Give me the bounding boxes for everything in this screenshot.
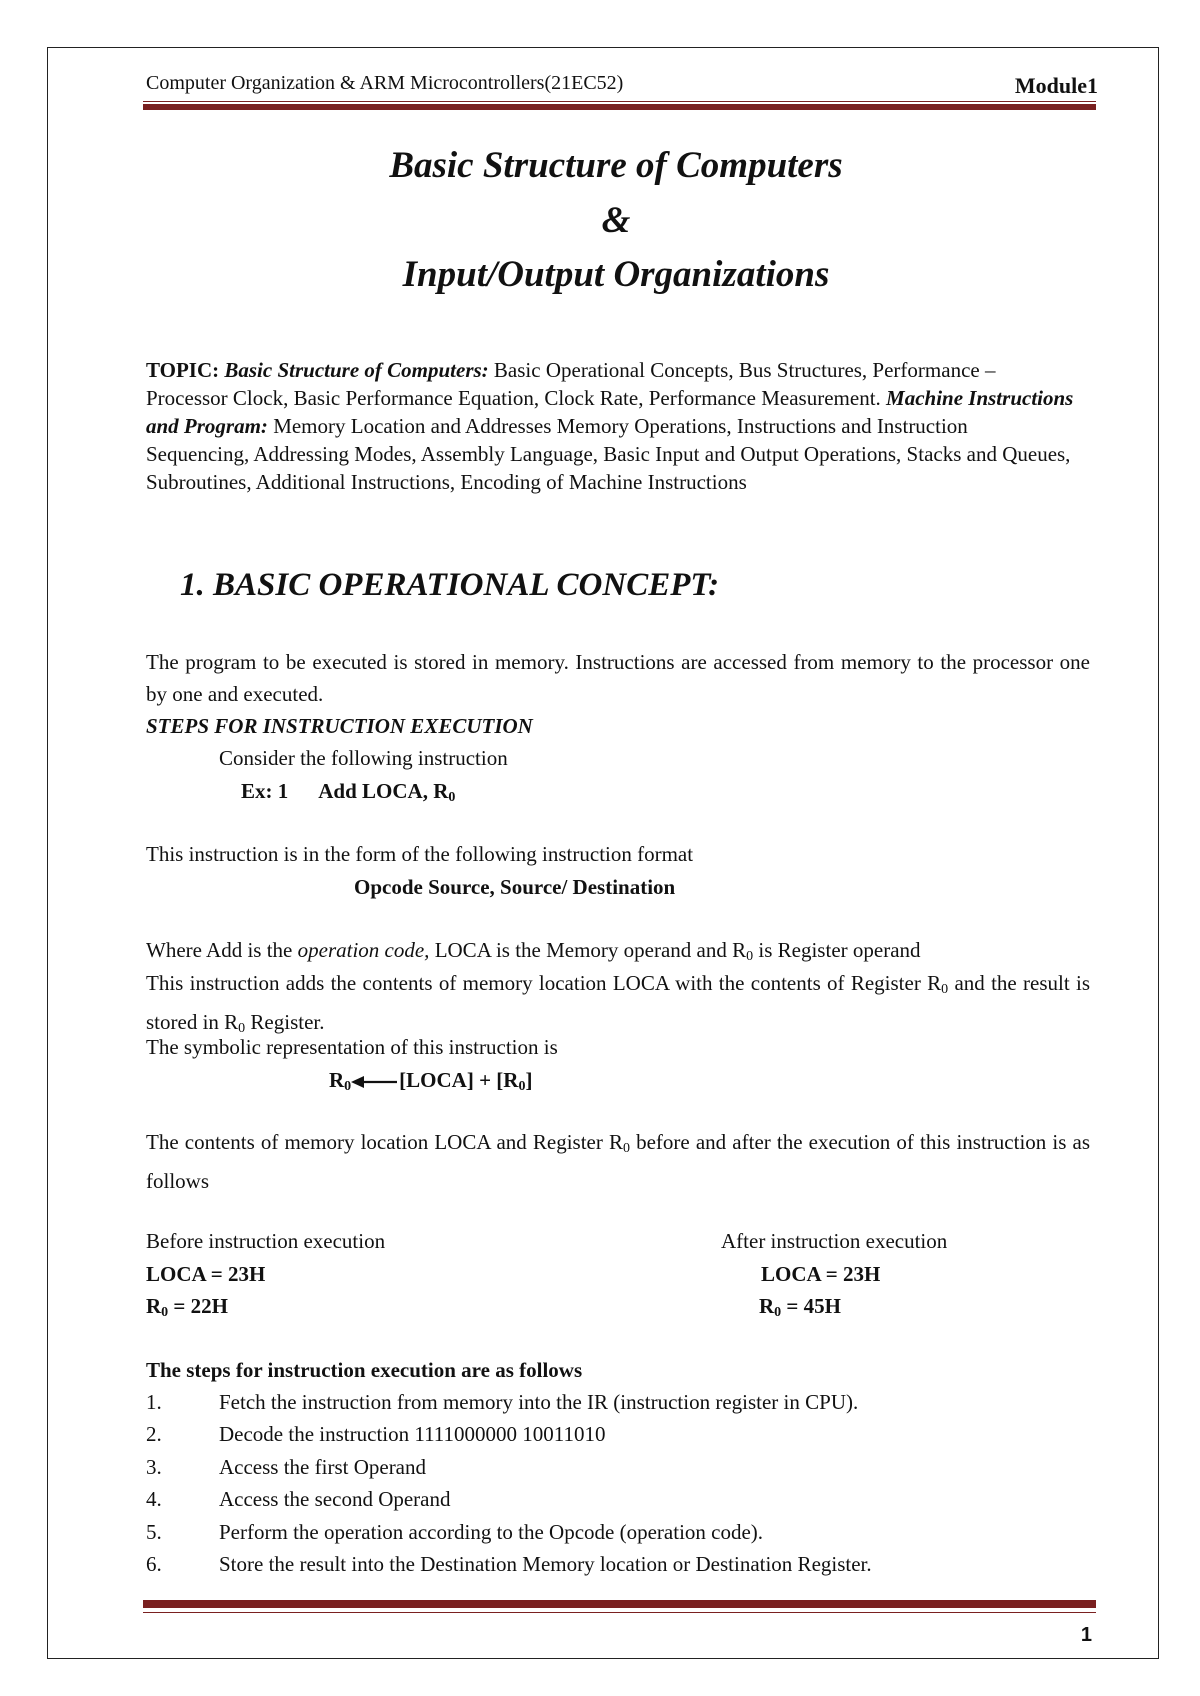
- before-r0-letter: R: [146, 1294, 162, 1318]
- contents-text-a: The contents of memory location LOCA and Register R: [146, 1130, 623, 1154]
- page-number: 1: [1080, 1624, 1092, 1646]
- header-rule-thick: [143, 104, 1096, 110]
- symbolic-close: ]: [525, 1068, 533, 1092]
- step-number: 4.: [146, 1487, 162, 1512]
- before-r0-subscript: 0: [161, 1305, 169, 1320]
- where-subscript: 0: [746, 949, 754, 964]
- adds-subscript-2: 0: [238, 1021, 246, 1036]
- section-heading: 1. BASIC OPERATIONAL CONCEPT:: [180, 567, 720, 603]
- where-text-a: Where Add is the: [146, 938, 298, 962]
- contents-text-b: before and after the execution of this instruction is as follows: [146, 1130, 1091, 1193]
- step-number: 5.: [146, 1519, 162, 1544]
- format-intro: This instruction is in the form of the following instruction format: [146, 842, 694, 866]
- symbolic-representation: [329, 1066, 532, 1101]
- after-loca: LOCA = 23H: [761, 1262, 881, 1286]
- topic-label: TOPIC:: [146, 358, 220, 382]
- after-label: After instruction execution: [721, 1229, 948, 1253]
- header-rule-thin: [143, 101, 1096, 102]
- example-line: [241, 777, 455, 812]
- adds-text-b: and the result is stored in R: [146, 971, 1090, 1034]
- header-course: Computer Organization & ARM Microcontrollers(21EC52): [146, 72, 624, 94]
- adds-text-c: Register.: [245, 1010, 325, 1034]
- after-r0-value: = 45H: [781, 1294, 841, 1318]
- adds-text-a: This instruction adds the contents of memory location LOCA with the contents of Register R: [146, 971, 942, 995]
- header-module: Module1: [1014, 73, 1098, 98]
- after-r0-letter: R: [759, 1294, 775, 1318]
- steps-title: The steps for instruction execution are as follows: [146, 1358, 583, 1382]
- topic-part2-heading: Machine Instructions and Program:: [146, 386, 1074, 438]
- contents-subscript: 0: [623, 1141, 630, 1156]
- title-line-1: Basic Structure of Computers: [389, 145, 843, 186]
- step-text: Fetch the instruction from memory into the IR (instruction register in CPU).: [219, 1390, 859, 1414]
- step-number: 3.: [146, 1454, 162, 1479]
- after-r0-subscript: 0: [774, 1305, 782, 1320]
- example-subscript: 0: [448, 790, 456, 805]
- example-instruction: Add LOCA, R: [318, 779, 449, 803]
- before-label: Before instruction execution: [146, 1229, 386, 1253]
- symbolic-rhs: [LOCA] + [R: [399, 1068, 519, 1092]
- topic-part2-text: Memory Location and Addresses Memory Operations, Instructions and Instruction Sequencing, Addressing Modes, Assembly Language, Basic Input and Output Operations, Stacks and Queues, Subroutines, Additional Instructions, Encoding of Machine Instructions: [146, 414, 1071, 494]
- step-text: Access the second Operand: [219, 1487, 451, 1512]
- symbolic-sub-lhs: 0: [344, 1079, 352, 1094]
- step-number: 2.: [146, 1422, 162, 1447]
- intro-paragraph: The program to be executed is stored in memory. Instructions are accessed from memory to the processor one by one and executed.: [146, 650, 1090, 706]
- instruction-format: Opcode Source, Source/ Destination: [354, 875, 676, 899]
- where-opcode: operation code,: [297, 938, 430, 962]
- step-text: Access the first Operand: [219, 1454, 427, 1479]
- symbolic-intro: The symbolic representation of this instruction is: [146, 1035, 558, 1059]
- topic-paragraph: [146, 356, 1076, 496]
- where-text-c: is Register operand: [753, 938, 921, 962]
- footer-rule-thin: [143, 1612, 1096, 1613]
- step-number: 6.: [146, 1552, 162, 1576]
- title-line-3: Input/Output Organizations: [402, 254, 830, 295]
- where-line: [146, 936, 921, 971]
- contents-paragraph: [146, 1126, 1090, 1197]
- adds-subscript-1: 0: [941, 982, 949, 997]
- symbolic-lhs: R: [329, 1068, 345, 1092]
- before-r0: [146, 1292, 228, 1327]
- after-r0: [759, 1292, 841, 1327]
- topic-part1-text: Basic Operational Concepts, Bus Structures, Performance –Processor Clock, Basic Performance Equation, Clock Rate, Performance Measurement.: [146, 358, 996, 410]
- step-text: Decode the instruction 1111000000 10011010: [219, 1422, 606, 1447]
- step-text: Store the result into the Destination Memory location or Destination Register.: [219, 1552, 872, 1576]
- consider-text: Consider the following instruction: [219, 746, 508, 770]
- before-r0-value: = 22H: [168, 1294, 228, 1318]
- where-text-b: LOCA is the Memory operand and R: [429, 938, 747, 962]
- left-arrow-icon: [351, 1074, 399, 1090]
- example-label: Ex: 1: [241, 779, 289, 803]
- footer-rule-thick: [143, 1600, 1096, 1608]
- step-text: Perform the operation according to the Opcode (operation code).: [219, 1519, 764, 1544]
- step-number: 1.: [146, 1390, 162, 1414]
- steps-heading: STEPS FOR INSTRUCTION EXECUTION: [146, 714, 533, 738]
- before-loca: LOCA = 23H: [146, 1262, 266, 1286]
- title-line-2: &: [601, 200, 631, 241]
- topic-part1-heading: Basic Structure of Computers:: [224, 358, 489, 382]
- symbolic-sub-rhs: 0: [518, 1079, 526, 1094]
